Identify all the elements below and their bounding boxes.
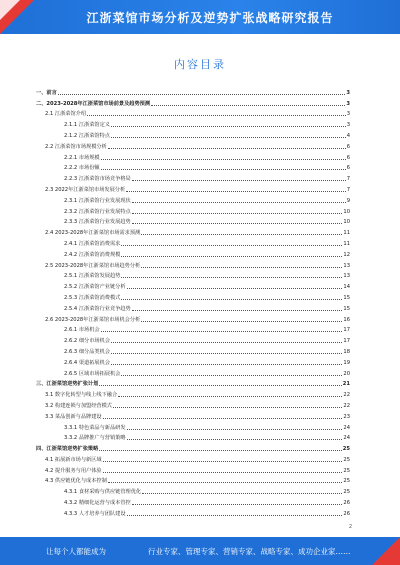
toc-entry-label: 4.3 供应链优化与成本控制 bbox=[45, 478, 107, 485]
toc-entry-label: 2.6.2 细分市场机会 bbox=[64, 338, 110, 345]
toc-leader-dots bbox=[103, 418, 343, 419]
toc-entry-page: 18 bbox=[343, 348, 350, 355]
report-header-bar bbox=[0, 0, 400, 34]
report-title: 江浙菜馆市场分析及逆势扩张战略研究报告 bbox=[86, 11, 334, 25]
toc-leader-dots bbox=[99, 385, 342, 386]
toc-entry-page: 3 bbox=[346, 100, 350, 107]
toc-entry[interactable] bbox=[36, 420, 350, 431]
toc-entry-page: 10 bbox=[343, 219, 350, 226]
toc-leader-dots bbox=[141, 267, 342, 268]
toc-leader-dots bbox=[101, 169, 346, 170]
toc-leader-dots bbox=[103, 472, 343, 473]
toc-entry[interactable] bbox=[36, 85, 350, 96]
toc-entry[interactable] bbox=[36, 171, 350, 182]
toc-leader-dots bbox=[101, 159, 346, 160]
toc-entry-page: 25 bbox=[343, 456, 350, 463]
toc-leader-dots bbox=[127, 288, 343, 289]
toc-entry-label: 2.6.1 市场机会 bbox=[64, 327, 100, 334]
toc-leader-dots bbox=[99, 450, 342, 451]
toc-entry-page: 15 bbox=[343, 305, 350, 312]
toc-leader-dots bbox=[103, 461, 343, 462]
toc-entry-label: 2.4.1 江浙菜馆消费需求 bbox=[64, 240, 121, 247]
toc-entry[interactable] bbox=[36, 215, 350, 226]
toc-heading: 内容目录 bbox=[174, 58, 226, 71]
toc-entry-label: 2.3 2022年江浙菜馆市场发展分析 bbox=[45, 186, 126, 193]
toc-entry-page: 6 bbox=[346, 154, 350, 161]
toc-leader-dots bbox=[108, 148, 346, 149]
toc-leader-dots bbox=[127, 515, 343, 516]
toc-entry-page: 25 bbox=[343, 467, 350, 474]
toc-entry[interactable] bbox=[36, 182, 350, 193]
toc-entry[interactable] bbox=[36, 431, 350, 442]
toc-entry-label: 3.3.1 特色菜品与新品研发 bbox=[64, 424, 126, 431]
toc-entry-page: 7 bbox=[346, 186, 350, 193]
toc-entry-label: 2.4.2 江浙菜馆消费规模 bbox=[64, 251, 121, 258]
toc-entry-page: 12 bbox=[343, 251, 350, 258]
toc-entry-label: 二、2023-2028年江浙菜馆市场前景及趋势预测 bbox=[36, 100, 151, 107]
toc-entry-label: 2.5.2 江浙菜馆产业链分析 bbox=[64, 284, 126, 291]
toc-entry[interactable] bbox=[36, 269, 350, 280]
toc-entry[interactable] bbox=[36, 236, 350, 247]
toc-entry-label: 4.1 拓展新市场与新区域 bbox=[45, 456, 102, 463]
toc-leader-dots bbox=[108, 482, 343, 483]
toc-entry-label: 2.3.3 江浙菜馆行业发展趋势 bbox=[64, 219, 131, 226]
footer-red-corner bbox=[372, 537, 400, 565]
toc-entry-label: 2.2.2 市场份额 bbox=[64, 165, 100, 172]
toc-entry[interactable] bbox=[36, 441, 350, 452]
toc-leader-dots bbox=[111, 342, 342, 343]
toc-entry[interactable] bbox=[36, 366, 350, 377]
toc-leader-dots bbox=[132, 213, 343, 214]
toc-entry-label: 4.3.3 人才培养与团队建设 bbox=[64, 510, 126, 517]
toc-entry[interactable] bbox=[36, 409, 350, 420]
toc-leader-dots bbox=[132, 223, 343, 224]
toc-leader-dots bbox=[142, 493, 342, 494]
table-of-contents bbox=[36, 85, 350, 517]
toc-entry-page: 26 bbox=[343, 500, 350, 507]
toc-entry-label: 2.6.4 渠道拓展机会 bbox=[64, 359, 110, 366]
toc-entry-page: 9 bbox=[346, 197, 350, 204]
toc-entry[interactable] bbox=[36, 139, 350, 150]
toc-entry-page: 3 bbox=[346, 111, 350, 118]
toc-leader-dots bbox=[111, 353, 342, 354]
toc-entry-page: 10 bbox=[343, 208, 350, 215]
toc-entry[interactable] bbox=[36, 161, 350, 172]
toc-leader-dots bbox=[121, 375, 342, 376]
toc-entry-page: 16 bbox=[343, 316, 350, 323]
toc-entry-label: 3.2 构建连锁与加盟经营模式 bbox=[45, 402, 112, 409]
toc-entry-page: 22 bbox=[343, 392, 350, 399]
toc-entry[interactable] bbox=[36, 398, 350, 409]
toc-entry-label: 2.2.3 江浙菜馆市场竞争格局 bbox=[64, 176, 131, 183]
toc-entry-label: 2.3.1 江浙菜馆行业发展现状 bbox=[64, 197, 131, 204]
toc-entry[interactable] bbox=[36, 452, 350, 463]
toc-entry[interactable] bbox=[36, 355, 350, 366]
toc-entry-page: 13 bbox=[343, 262, 350, 269]
toc-entry[interactable] bbox=[36, 312, 350, 323]
toc-entry[interactable] bbox=[36, 258, 350, 269]
toc-entry-page: 7 bbox=[346, 176, 350, 183]
toc-leader-dots bbox=[101, 331, 343, 332]
toc-entry-label: 2.1 江浙菜馆介绍 bbox=[45, 111, 87, 118]
toc-entry[interactable] bbox=[36, 474, 350, 485]
toc-leader-dots bbox=[132, 180, 346, 181]
toc-entry-label: 2.3.2 江浙菜馆行业发展特点 bbox=[64, 208, 131, 215]
toc-leader-dots bbox=[132, 310, 343, 311]
toc-leader-dots bbox=[113, 407, 342, 408]
toc-entry-page: 25 bbox=[343, 489, 350, 496]
toc-leader-dots bbox=[121, 256, 342, 257]
toc-entry-label: 一、前言 bbox=[36, 89, 57, 96]
toc-leader-dots bbox=[121, 245, 342, 246]
toc-entry-label: 4.2 提升服务与用户体验 bbox=[45, 467, 102, 474]
toc-entry[interactable] bbox=[36, 484, 350, 495]
toc-entry-page: 26 bbox=[343, 510, 350, 517]
toc-entry[interactable] bbox=[36, 193, 350, 204]
page-number: 2 bbox=[348, 524, 352, 530]
toc-entry-page: 11 bbox=[343, 230, 350, 237]
toc-entry-label: 2.5.4 江浙菜馆行业竞争趋势 bbox=[64, 305, 131, 312]
toc-entry[interactable] bbox=[36, 323, 350, 334]
toc-entry[interactable] bbox=[36, 96, 350, 107]
toc-entry-page: 3 bbox=[346, 89, 350, 96]
toc-entry[interactable] bbox=[36, 387, 350, 398]
toc-entry-label: 2.6.5 区域市场拓展机会 bbox=[64, 370, 121, 377]
toc-entry[interactable] bbox=[36, 290, 350, 301]
toc-entry-label: 2.6.3 细分品类机会 bbox=[64, 348, 110, 355]
toc-entry-label: 2.5.1 江浙菜馆发展趋势 bbox=[64, 273, 121, 280]
toc-leader-dots bbox=[127, 429, 343, 430]
toc-leader-dots bbox=[111, 364, 342, 365]
toc-entry-label: 2.4 2023-2028年江浙菜馆市场需求预测 bbox=[45, 230, 141, 237]
toc-leader-dots bbox=[121, 299, 342, 300]
toc-leader-dots bbox=[132, 202, 346, 203]
toc-leader-dots bbox=[141, 234, 342, 235]
toc-entry-label: 2.1.1 江浙菜馆定义 bbox=[64, 122, 110, 129]
toc-entry-page: 25 bbox=[342, 446, 350, 453]
toc-entry[interactable] bbox=[36, 495, 350, 506]
toc-entry-label: 2.1.2 江浙菜馆特点 bbox=[64, 132, 110, 139]
toc-entry-page: 6 bbox=[346, 143, 350, 150]
toc-entry-page: 3 bbox=[346, 122, 350, 129]
toc-entry-page: 24 bbox=[343, 435, 350, 442]
toc-entry-label: 2.6 2023-2028年江浙菜馆市场机会分析 bbox=[45, 316, 141, 323]
toc-entry[interactable] bbox=[36, 301, 350, 312]
toc-entry-label: 四、江浙菜馆逆势扩张策略 bbox=[36, 446, 99, 453]
toc-entry-page: 21 bbox=[342, 381, 350, 388]
toc-leader-dots bbox=[132, 504, 343, 505]
toc-entry-page: 17 bbox=[343, 338, 350, 345]
footer-slogan-right: 行业专家、管理专家、营销专家、战略专家、成功企业家…… bbox=[148, 547, 351, 556]
toc-entry-page: 11 bbox=[343, 240, 350, 247]
toc-entry[interactable] bbox=[36, 117, 350, 128]
toc-entry[interactable] bbox=[36, 377, 350, 388]
toc-entry-page: 20 bbox=[343, 370, 350, 377]
toc-entry[interactable] bbox=[36, 333, 350, 344]
toc-entry-page: 15 bbox=[343, 294, 350, 301]
toc-entry-label: 三、江浙菜馆逆势扩张计划 bbox=[36, 381, 99, 388]
toc-leader-dots bbox=[58, 94, 346, 95]
toc-entry[interactable] bbox=[36, 225, 350, 236]
toc-entry-page: 14 bbox=[343, 284, 350, 291]
toc-entry-page: 25 bbox=[343, 478, 350, 485]
toc-entry-page: 22 bbox=[343, 402, 350, 409]
toc-entry[interactable] bbox=[36, 506, 350, 517]
toc-entry[interactable] bbox=[36, 150, 350, 161]
toc-entry[interactable] bbox=[36, 128, 350, 139]
toc-entry[interactable] bbox=[36, 204, 350, 215]
toc-entry-label: 3.3.2 品牌推广与营销策略 bbox=[64, 435, 126, 442]
toc-entry-label: 3.1 数字化转型与线上线下融合 bbox=[45, 392, 118, 399]
toc-leader-dots bbox=[87, 115, 346, 116]
toc-leader-dots bbox=[141, 321, 342, 322]
toc-entry[interactable] bbox=[36, 247, 350, 258]
toc-entry-label: 2.2 江浙菜馆市场规模分析 bbox=[45, 143, 107, 150]
toc-entry-label: 2.2.1 市场规模 bbox=[64, 154, 100, 161]
toc-leader-dots bbox=[111, 137, 346, 138]
toc-leader-dots bbox=[127, 439, 343, 440]
toc-entry-label: 2.5 2023-2028年江浙菜馆市场趋势分析 bbox=[45, 262, 141, 269]
toc-leader-dots bbox=[151, 105, 345, 106]
toc-entry-page: 23 bbox=[343, 413, 350, 420]
toc-leader-dots bbox=[121, 277, 342, 278]
toc-entry[interactable] bbox=[36, 107, 350, 118]
toc-entry-label: 2.5.3 江浙菜馆消费模式 bbox=[64, 294, 121, 301]
footer-bar bbox=[0, 537, 400, 565]
toc-entry-page: 24 bbox=[343, 424, 350, 431]
footer-slogan-left: 让每个人都能成为 bbox=[46, 547, 106, 556]
toc-entry-page: 6 bbox=[346, 165, 350, 172]
toc-entry-label: 3.3 菜品创新与品牌建设 bbox=[45, 413, 102, 420]
toc-entry-page: 19 bbox=[343, 359, 350, 366]
toc-leader-dots bbox=[126, 191, 346, 192]
toc-entry[interactable] bbox=[36, 463, 350, 474]
toc-entry[interactable] bbox=[36, 279, 350, 290]
toc-entry-page: 17 bbox=[343, 327, 350, 334]
toc-entry-page: 13 bbox=[343, 273, 350, 280]
toc-entry-label: 4.3.1 食材采购与供应链管理优化 bbox=[64, 489, 142, 496]
header-corner-accent bbox=[0, 0, 20, 20]
toc-entry-page: 4 bbox=[346, 132, 350, 139]
toc-leader-dots bbox=[111, 126, 346, 127]
toc-leader-dots bbox=[118, 396, 342, 397]
toc-entry-label: 4.3.2 精细化运营与成本管控 bbox=[64, 500, 131, 507]
toc-entry[interactable] bbox=[36, 344, 350, 355]
